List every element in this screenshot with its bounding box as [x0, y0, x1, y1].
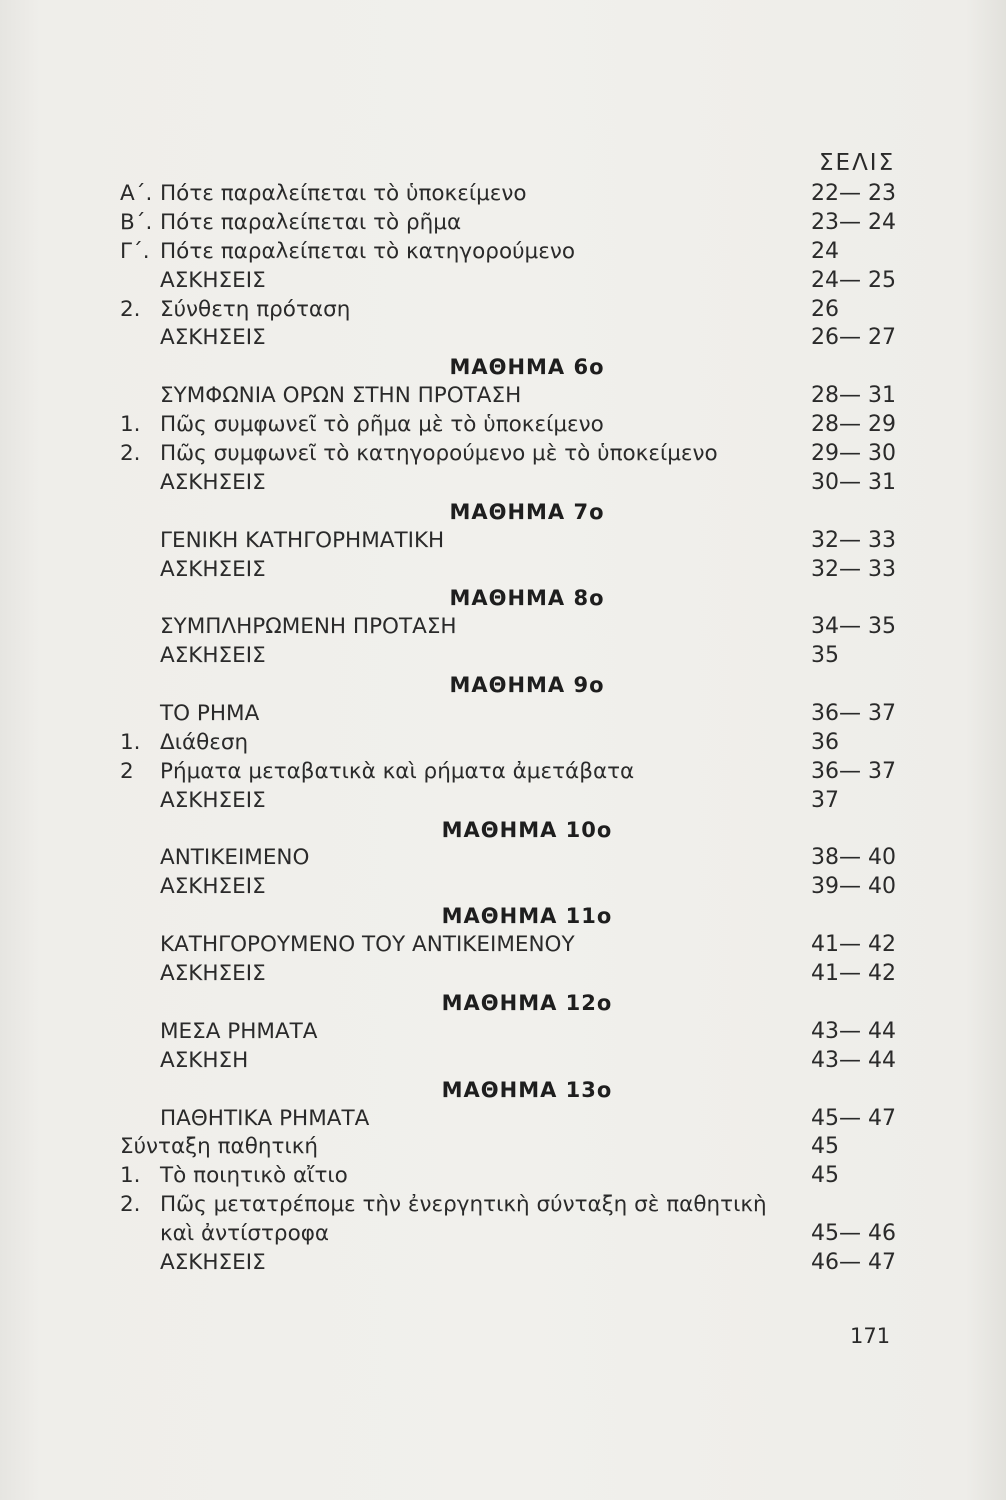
- entry-pages: 41— 42: [811, 961, 896, 987]
- entry-title: Ρήματα μεταβατικὰ καὶ ρήματα ἀμετάβατα: [160, 758, 635, 784]
- entry-pages: 26: [811, 296, 839, 322]
- entry-pages: 22— 23: [811, 181, 896, 206]
- entry-title: Διάθεση: [160, 729, 249, 755]
- toc-entry: [0, 180, 1006, 209]
- entry-pages: 23— 24: [811, 209, 896, 235]
- lesson-heading: [0, 671, 1006, 700]
- entry-pages: 41— 42: [811, 932, 896, 958]
- toc-entry: [0, 1220, 1006, 1249]
- toc-entry: [0, 1249, 1006, 1278]
- page-number: 171: [850, 1324, 891, 1348]
- entry-pages: 24: [811, 238, 839, 264]
- table-of-contents: [0, 180, 1006, 1278]
- entry-pages: 32— 33: [811, 556, 896, 582]
- entry-pages: 24— 25: [811, 267, 896, 293]
- entry-title: ΑΣΚΗΣΕΙΣ: [160, 556, 266, 582]
- entry-title: Πῶς μετατρέπομε τὴν ἐνεργητικὴ σύνταξη σὲ παθητικὴ: [160, 1192, 767, 1218]
- entry-number: 2.: [120, 1192, 141, 1218]
- entry-number: 1.: [120, 412, 141, 438]
- entry-pages: 36: [811, 729, 839, 755]
- toc-entry: [0, 324, 1006, 353]
- entry-pages: 32— 33: [811, 527, 896, 553]
- lesson-title: ΜΑΘΗΜΑ 11ο: [441, 904, 613, 929]
- entry-pages: 29— 30: [811, 441, 896, 467]
- toc-entry: [0, 1047, 1006, 1076]
- entry-title: ΤΟ ΡΗΜΑ: [160, 701, 260, 727]
- lesson-title: ΜΑΘΗΜΑ 6ο: [449, 355, 605, 380]
- entry-pages: 46— 47: [811, 1249, 896, 1275]
- entry-number: 2.: [120, 441, 141, 467]
- entry-title: ΣΥΜΠΛΗΡΩΜΕΝΗ ΠΡΟΤΑΣΗ: [160, 614, 457, 640]
- entry-title: ΑΣΚΗΣΕΙΣ: [160, 267, 266, 293]
- entry-title: ΠΑΘΗΤΙΚΑ ΡΗΜΑΤΑ: [160, 1105, 370, 1131]
- lesson-heading: [0, 1076, 1006, 1105]
- toc-entry: [0, 1105, 1006, 1134]
- entry-pages: 37: [811, 787, 839, 813]
- toc-entry: [0, 758, 1006, 787]
- lesson-heading: [0, 902, 1006, 931]
- entry-pages: 45— 47: [811, 1105, 896, 1131]
- entry-pages: 36— 37: [811, 758, 896, 784]
- entry-pages: 36— 37: [811, 701, 896, 727]
- entry-title: Πῶς συμφωνεῖ τὸ ρῆμα μὲ τὸ ὑποκείμενο: [160, 412, 604, 438]
- toc-entry: [0, 1133, 1006, 1162]
- toc-entry: [0, 931, 1006, 960]
- entry-title: Πῶς συμφωνεῖ τὸ κατηγορούμενο μὲ τὸ ὑποκείμενο: [160, 441, 718, 467]
- entry-pages: 30— 31: [811, 469, 896, 495]
- entry-title: ΑΣΚΗΣΕΙΣ: [160, 325, 266, 351]
- entry-pages: 45— 46: [811, 1221, 896, 1247]
- entry-title: ΑΣΚΗΣΕΙΣ: [160, 469, 266, 495]
- toc-entry: [0, 1018, 1006, 1047]
- entry-title: Τὸ ποιητικὸ αἴτιο: [160, 1163, 348, 1189]
- entry-pages: 26— 27: [811, 325, 896, 351]
- toc-entry: [0, 440, 1006, 469]
- entry-number: Α΄.: [120, 181, 153, 206]
- entry-title: Πότε παραλείπεται τὸ ὑποκείμενο: [160, 181, 527, 206]
- entry-number: Γ΄.: [120, 238, 150, 264]
- toc-entry: [0, 1162, 1006, 1191]
- entry-title: Πότε παραλείπεται τὸ ρῆμα: [160, 209, 462, 235]
- toc-entry: [0, 642, 1006, 671]
- entry-title: ΑΣΚΗΣΕΙΣ: [160, 1249, 266, 1275]
- lesson-title: ΜΑΘΗΜΑ 10ο: [441, 817, 613, 842]
- entry-title: ΑΣΚΗΣΕΙΣ: [160, 787, 266, 813]
- entry-title: ΚΑΤΗΓΟΡΟΥΜΕΝΟ ΤΟΥ ΑΝΤΙΚΕΙΜΕΝΟΥ: [160, 932, 575, 958]
- entry-pages: 28— 31: [811, 383, 896, 409]
- entry-pages: 45: [811, 1163, 839, 1189]
- toc-entry: [0, 787, 1006, 816]
- toc-entry: [0, 382, 1006, 411]
- lesson-title: ΜΑΘΗΜΑ 8ο: [449, 586, 605, 611]
- entry-number: 1.: [120, 729, 141, 755]
- entry-title: ΑΣΚΗΣΗ: [160, 1047, 249, 1073]
- entry-title: καὶ ἀντίστροφα: [160, 1221, 330, 1247]
- entry-title: ΑΣΚΗΣΕΙΣ: [160, 874, 266, 900]
- entry-title: ΑΣΚΗΣΕΙΣ: [160, 961, 266, 987]
- entry-pages: 28— 29: [811, 412, 896, 438]
- toc-entry: [0, 527, 1006, 556]
- entry-number: Β΄.: [120, 209, 153, 235]
- toc-entry: [0, 873, 1006, 902]
- entry-title: ΑΝΤΙΚΕΙΜΕΝΟ: [160, 845, 310, 871]
- toc-entry: [0, 1191, 1006, 1220]
- toc-entry: [0, 844, 1006, 873]
- entry-title: ΑΣΚΗΣΕΙΣ: [160, 643, 266, 669]
- entry-pages: 35: [811, 643, 839, 669]
- entry-title: ΓΕΝΙΚΗ ΚΑΤΗΓΟΡΗΜΑΤΙΚΗ: [160, 527, 445, 553]
- toc-entry: [0, 296, 1006, 325]
- entry-pages: 39— 40: [811, 874, 896, 900]
- entry-number: 2: [120, 758, 134, 784]
- entry-pages: 34— 35: [811, 614, 896, 640]
- lesson-title: ΜΑΘΗΜΑ 7ο: [449, 499, 605, 524]
- lesson-heading: [0, 989, 1006, 1018]
- lesson-title: ΜΑΘΗΜΑ 12ο: [441, 990, 613, 1015]
- toc-entry: [0, 556, 1006, 585]
- toc-entry: [0, 729, 1006, 758]
- entry-pages: 43— 44: [811, 1018, 896, 1044]
- toc-entry: [0, 700, 1006, 729]
- entry-title: ΣΥΜΦΩΝΙΑ ΟΡΩΝ ΣΤΗΝ ΠΡΟΤΑΣΗ: [160, 383, 522, 409]
- lesson-heading: [0, 816, 1006, 845]
- toc-entry: [0, 238, 1006, 267]
- entry-title: Σύνταξη παθητική: [120, 1134, 319, 1160]
- lesson-heading: [0, 584, 1006, 613]
- toc-entry: [0, 960, 1006, 989]
- toc-entry: [0, 411, 1006, 440]
- lesson-title: ΜΑΘΗΜΑ 9ο: [449, 673, 605, 698]
- entry-number: 2.: [120, 296, 141, 322]
- toc-entry: [0, 469, 1006, 498]
- toc-entry: [0, 209, 1006, 238]
- page-column-header: ΣΕΛΙΣ: [819, 150, 896, 176]
- lesson-heading: [0, 353, 1006, 382]
- entry-title: Πότε παραλείπεται τὸ κατηγορούμενο: [160, 238, 575, 264]
- toc-entry: [0, 267, 1006, 296]
- entry-number: 1.: [120, 1163, 141, 1189]
- entry-title: Σύνθετη πρόταση: [160, 296, 351, 322]
- lesson-heading: [0, 498, 1006, 527]
- entry-pages: 43— 44: [811, 1047, 896, 1073]
- entry-title: ΜΕΣΑ ΡΗΜΑΤΑ: [160, 1018, 318, 1044]
- lesson-title: ΜΑΘΗΜΑ 13ο: [441, 1077, 613, 1102]
- entry-pages: 38— 40: [811, 845, 896, 871]
- entry-pages: 45: [811, 1134, 839, 1160]
- toc-entry: [0, 613, 1006, 642]
